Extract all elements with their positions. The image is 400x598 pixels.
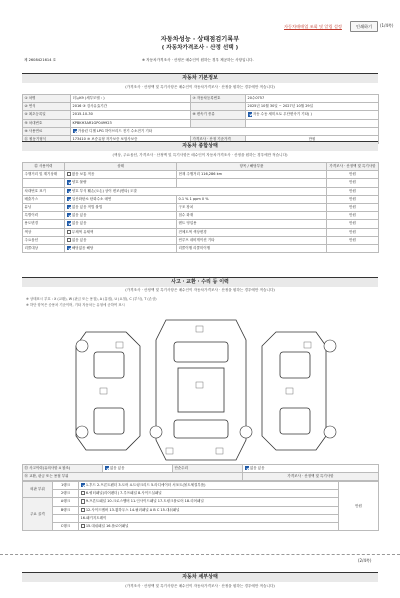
basic-info-bar: 자동차 기본정보 [22,73,378,83]
row-detail: 0.1 % 1 ppm 0 % [177,195,327,203]
state-checkbox[interactable] [67,246,71,250]
row-item: 특별이력 [23,212,65,220]
row-state [65,236,177,244]
table-row [23,498,379,506]
table-row [23,506,379,514]
row-state [65,195,177,203]
row-item: 차대번호 표기 [23,187,65,195]
model-year: 2016 ③ 검사유효기간 [71,103,191,111]
col-header: 가격조사 · 산정액 및 특기사항 [327,163,379,171]
car-name: 더뉴K9 (세부모델 : ) [71,95,191,103]
q1-repair-label: 단순수리 [173,465,243,473]
car-window [94,408,124,434]
car-windshield [174,342,228,362]
repair-none-checkbox[interactable] [245,466,249,470]
state-checkbox[interactable] [67,197,71,201]
col-header: 상태 [65,163,177,171]
rank-label: 2랭크 [53,490,79,498]
basic-label: ⑤ 차대번호 [23,119,71,127]
part-marker [196,382,203,388]
empty-cell [246,119,379,127]
table-row [23,244,379,252]
part-marker [166,448,173,454]
part-marker [304,342,311,348]
row-item: 용도변경 [23,220,65,228]
base-price: 만원 [246,135,379,143]
row-detail [177,179,327,187]
car-window [280,408,310,434]
table-row [23,195,379,203]
basic-label: ⑨ 사용연료 [23,127,71,135]
row-detail: 썬루프 네비게이션 기타 [177,236,327,244]
rank-label: 1랭크 [53,482,79,490]
row-price: 만원 [327,171,379,179]
state-text: 해당없음 해당 [71,245,94,250]
row-state [65,203,177,211]
wheel-icon [76,426,88,438]
part-checkbox[interactable] [81,483,85,487]
table-row [23,220,379,228]
row-state [65,212,177,220]
part-checkbox[interactable] [81,499,85,503]
basic-label: ① 차명 [23,95,71,103]
row-item: 리콜대상 [23,244,65,252]
row-price: 만원 [327,228,379,236]
rank-label: A랭크 [53,498,79,506]
rank-items [79,506,339,514]
table-row [23,179,379,187]
basic-info-note: (가격조사 · 산정액 및 특기사항은 매수인이 자동차가격조사 · 산정을 원하는 경우에만 적습니다) [125,85,275,89]
row-detail: 침수 화재 [177,212,327,220]
overall-status-bar: 자동차 종합상태 [22,141,378,151]
row-item [23,179,65,187]
state-checkbox[interactable] [67,238,71,242]
table-row [23,212,379,220]
state-text: 양호 부식 훼손(오손) 상이 변조(변타) 도말 [71,188,137,193]
table-row [23,236,379,244]
wheel-icon [324,340,336,352]
col-header: ⑫ 사용이력 [23,163,65,171]
engine-warranty: 173410 ⑩ 보증유형 자가보증 보험사보증 [72,137,138,142]
vin: KPBKH3AR1GP049923 [71,119,191,127]
state-text: 무채색 유채색 [71,229,94,234]
part-marker [216,448,223,454]
table-row [23,95,379,103]
row-item: 주행거리 및 계기상태 [23,171,65,179]
page-number: (1/4쪽) [380,23,394,28]
doc-subtitle: ( 자동차가격조사 · 산정 선택 ) [161,45,239,51]
row-item: 튜닝 [23,203,65,211]
parts-table [22,481,379,531]
doc-notice: ※ 자동차가격조사 · 산정은 매수인이 원하는 경우 제공하는 사항입니다. [142,58,254,62]
settings-link[interactable]: 자동차매매업 조회 및 알림 설정 [284,24,342,29]
accident-none-checkbox[interactable] [105,466,109,470]
row-item: 색상 [23,228,65,236]
rank-items [79,498,339,506]
detail-bar: 자동차 세부상태 [22,572,378,582]
basic-info-table [22,94,379,144]
a-items: 9.프론트패널 10.크로스멤버 11.인사이드패널 17.트렁크플로어 18.리어패널 [85,499,204,504]
table-row [23,111,379,119]
state-checkbox[interactable] [67,230,71,234]
row-price: 만원 [327,179,379,187]
table-row [23,203,379,211]
state-checkbox[interactable] [67,221,71,225]
table-row [23,127,379,135]
page-number-2: (2/4쪽) [358,558,372,563]
part-marker [196,326,203,332]
q2-label: ⑭ 교환, 판금 또는 용접 부위 [23,473,243,481]
car-diagram [56,312,356,472]
state-text: 일산화탄소 탄화수소 매연 [71,196,112,201]
state-text: 없음 있음 [71,213,87,218]
wheel-icon [150,426,162,438]
row-price [327,244,379,252]
part-marker [100,388,107,394]
overall-status-table [22,162,379,253]
row-state [65,179,177,187]
row-price: 만원 [327,220,379,228]
row-state [65,228,177,236]
state-checkbox[interactable] [67,172,71,176]
table-row [23,228,379,236]
detail-note: (가격조사 · 산정액 및 특기사항은 매수인이 자동차가격조사 · 산정을 원하는 경우에만 적습니다) [125,584,275,588]
row-state [65,171,177,179]
b-items-2: 16.패키지트레이 [80,515,107,520]
fuel-options: 가솔린 디젤 LPG 하이브리드 전기 수소전기 기타 [77,128,153,133]
row-price: 만원 [327,212,379,220]
rank-items [79,490,339,498]
state-text: 없음 있음 적법 불법 [71,205,103,210]
part-marker [116,342,123,348]
row-detail: 리콜이행 리콜미이행 [177,244,327,252]
doc-number: 제 2608421614 호 [24,58,57,62]
rank-items [79,514,339,522]
group-outer: 외판 부위 [23,482,53,498]
table-row [23,522,379,530]
part-checkbox[interactable] [81,491,85,495]
row-price: 만원 [327,195,379,203]
state-checkbox[interactable] [67,213,71,217]
transmission-type [246,111,379,119]
rank-label: B랭크 [53,506,79,514]
rank-label: C랭크 [53,522,79,530]
first-registration: 2015-10-30 [71,111,191,119]
row-detail: 현재 주행거리 116,286 km [177,171,327,179]
row-price: 만원 [327,236,379,244]
table-row [23,473,379,481]
gasoline-checkbox[interactable] [73,129,77,133]
q1-label: ⑬ 사고이력(유의사항 4 참조) [23,465,103,473]
basic-label: 가격조사 · 산정 기준가격 [191,135,246,143]
basic-label: ⑧ 변속기 종류 [191,111,246,119]
wheel-icon [324,426,336,438]
row-detail: 구조 장치 [177,203,327,211]
auto-checkbox[interactable] [248,112,252,116]
basic-label: ⑦ 자동차등록번호 [191,95,246,103]
group-main: 주요 골격 [23,498,53,531]
q1-options: 없음 있음 [109,466,125,471]
q1-repair-value [243,465,379,473]
basic-label [191,119,246,127]
q2-price-label: 가격조사 · 산정액 및 특기사항 [243,473,379,481]
row-item: 배출가스 [23,195,65,203]
rank-label [53,514,79,522]
rank1-items: 1.후드 2.프론트펜더 3.도어 4.트렁크리드 5.라디에이터 서포트(볼트체결부품) [85,483,206,488]
state-checkbox[interactable] [67,205,71,209]
c-items: 15.대쉬패널 16.플로어패널 [85,524,129,529]
rank-items [79,522,339,530]
accident-bar: 사고 · 교환 · 수리 등 이력 [22,277,378,287]
row-item: 주요옵션 [23,236,65,244]
car-window [94,352,124,378]
accident-note: (가격조사 · 산정액 및 특기사항은 매수인이 자동차가격조사 · 산정을 원하는 경우에만 적습니다) [125,288,275,292]
q1-repair-options: 없음 있음 [249,466,265,471]
car-top-right-outline [262,332,326,450]
accident-summary-table [22,464,379,481]
state-text: 많음 보통 적음 [71,172,95,177]
table-row [23,103,379,111]
fuel-type [71,127,379,135]
state-text: 없음 있음 [71,237,87,242]
state-text: 양호 불량 [71,180,87,185]
car-roof [178,368,224,412]
rank2-items: 6.쿼터패널(리어펜더) 7.루프패널 8.사이드실패널 [85,491,162,496]
top-bar [0,0,400,36]
transmission-options: 자동 수동 세미오토 무단변속기 기타( ) [252,112,312,117]
part-checkbox[interactable] [81,524,85,528]
row-state [65,220,177,228]
row-state [65,244,177,252]
table-row [23,465,379,473]
row-detail: 렌트 영업용 [177,220,327,228]
part-marker [286,388,293,394]
car-rear-window [174,420,228,438]
state-text: 없음 있음 [71,221,87,226]
q1-value [103,465,173,473]
state-checkbox[interactable] [67,180,71,184]
inspection-period: 2025년 10월 30일 ~ 2027년 10월 29일 [246,103,379,111]
basic-label: ⑪ 원동기형식 [23,135,71,143]
table-row [23,490,379,498]
table-row [23,514,379,522]
accident-legend-1: ※ 상태표시 부호 : X (교환), W (판금 또는 용접), A (흠집), U (요철), C (부식), T (손상) [26,297,157,301]
parts-price: 만원 [339,482,379,531]
wheel-icon [76,340,88,352]
wheel-icon [240,426,252,438]
table-row [23,187,379,195]
b-items: 12.사이드멤버 13.휠하우스 14.필러패널 A B C 15.대쉬패널 [85,507,180,512]
col-header: 항목 / 해당부품 [177,163,327,171]
table-row [23,171,379,179]
table-row [23,163,379,171]
part-checkbox[interactable] [81,508,85,512]
basic-label [191,103,246,111]
row-detail: 전체도색 색상변경 [177,228,327,236]
row-state [65,187,327,195]
doc-title: 자동차성능 · 상태점검기록부 [160,36,240,43]
plate-number: 20수0757 [246,95,379,103]
basic-label: ② 연식 [23,103,71,111]
car-window [280,352,310,378]
print-button[interactable]: 인쇄하기 [350,21,378,32]
car-top-center-outline [156,320,246,460]
accident-legend-2: ※ 하단 항목은 승용차 기준이며, 기타 자동차는 유형에 준하여 표시 [26,303,125,307]
table-row [23,119,379,127]
page-divider [0,554,400,555]
state-checkbox[interactable] [67,189,71,193]
basic-label: ④ 최초등록일 [23,111,71,119]
table-row [23,482,379,490]
row-price: 만원 [327,203,379,211]
row-price: 만원 [327,187,379,195]
rank-items [79,482,339,490]
overall-status-note: (색상, 주요옵션, 가격조사 · 산정액 및 특기사항은 매수인이 자동차가격조사 · 산정을 원하는 경우에만 적습니다) [112,153,288,157]
